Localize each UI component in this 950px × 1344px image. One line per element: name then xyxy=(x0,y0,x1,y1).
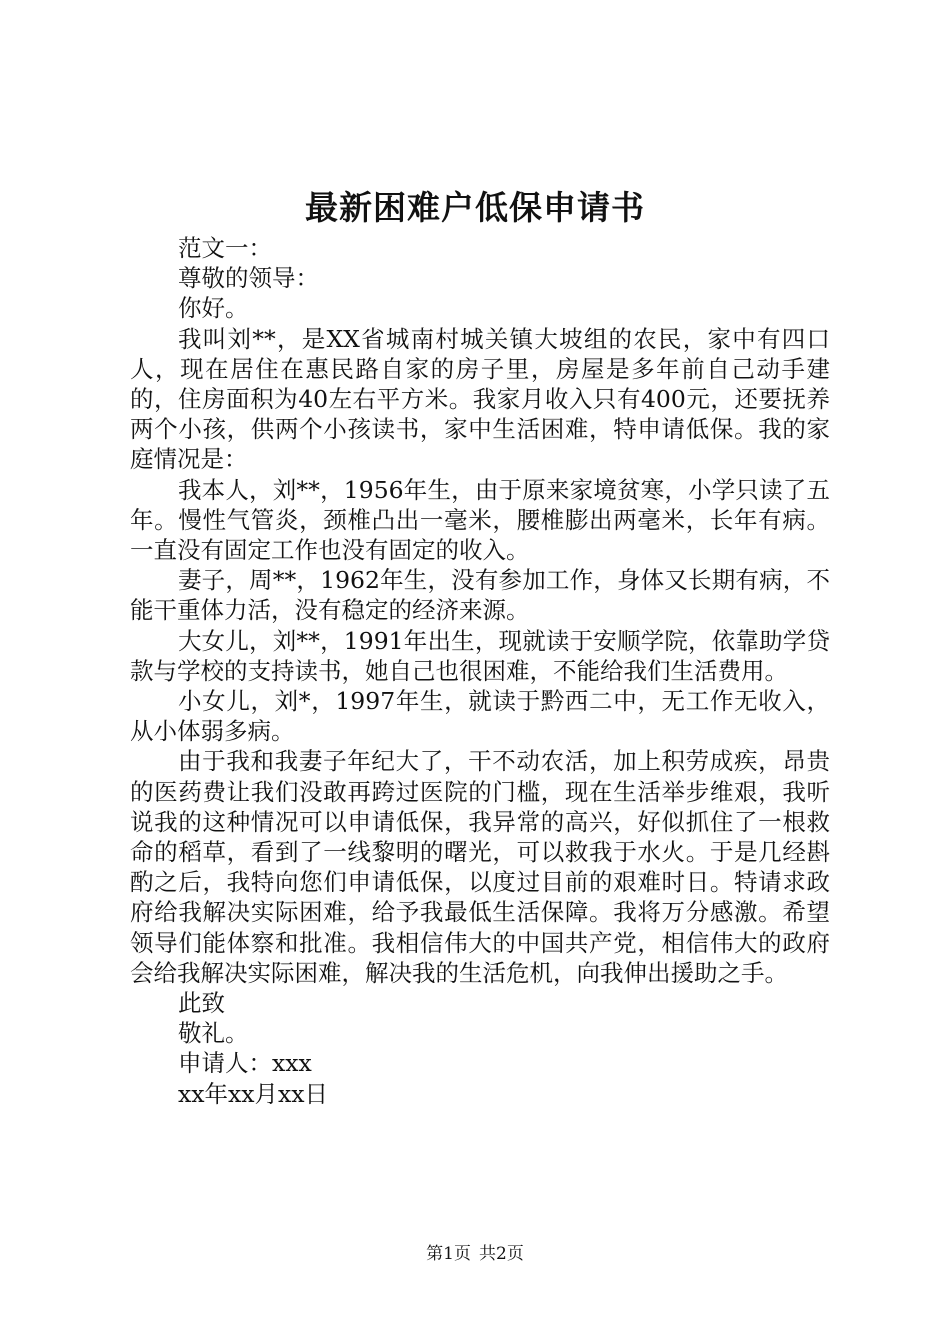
document-body xyxy=(130,233,830,1109)
page-number: 第1页 xyxy=(426,1244,471,1264)
paragraph-elder-daughter: 大女儿，刘**，1991年出生，现就读于安顺学院，依靠助学贷款与学校的支持读书，她自己也很困难，不能给我们生活费用。 xyxy=(130,626,830,685)
paragraph-request: 由于我和我妻子年纪大了，干不动农活，加上积劳成疾，昂贵的医药费让我们没敢再跨过医院的门槛，现在生活举步维艰，我听说我的这种情况可以申请低保，我异常的高兴，好似抓住了一根救命的稻草，看到了一线黎明的曙光，可以救我于水火。于是几经斟酌之后，我特向您们申请低保，以度过目前的艰难时日。特请求政府给我解决实际困难，给予我最低生活保障。我将万分感激。希望领导们能体察和批准。我相信伟大的中国共产党，相信伟大的政府会给我解决实际困难，解决我的生活危机，向我伸出援助之手。 xyxy=(130,747,830,987)
page-footer xyxy=(0,1243,950,1265)
paragraph-younger-daughter: 小女儿，刘*，1997年生，就读于黔西二中，无工作无收入，从小体弱多病。 xyxy=(130,687,830,746)
application-date: xx年xx月xx日 xyxy=(178,1079,329,1108)
paragraph-self: 我本人，刘**，1956年生，由于原来家境贫寒，小学只读了五年。慢性气管炎，颈椎凸出一毫米，腰椎膨出两毫米，长年有病。一直没有固定工作也没有固定的收入。 xyxy=(130,475,830,565)
greeting: 你好。 xyxy=(178,294,249,323)
page-total: 共2页 xyxy=(479,1244,524,1264)
closing-phrase: 此致 xyxy=(178,989,225,1018)
closing-salute: 敬礼。 xyxy=(178,1019,249,1048)
paragraph-wife: 妻子，周**，1962年生，没有参加工作，身体又长期有病，不能干重体力活，没有稳定的经济来源。 xyxy=(130,566,830,625)
applicant-signature: 申请人：xxx xyxy=(178,1049,312,1078)
paragraph-introduction: 我叫刘**，是XX省城南村城关镇大坡组的农民，家中有四口人，现在居住在惠民路自家的房子里，房屋是多年前自己动手建的，住房面积为40左右平方米。我家月收入只有400元，还要抚养两个小孩，供两个小孩读书，家中生活困难，特申请低保。我的家庭情况是： xyxy=(130,324,830,474)
document-title: 最新困难户低保申请书 xyxy=(305,188,645,227)
salutation-recipient: 尊敬的领导： xyxy=(178,264,319,293)
salutation-sample: 范文一： xyxy=(178,234,272,262)
